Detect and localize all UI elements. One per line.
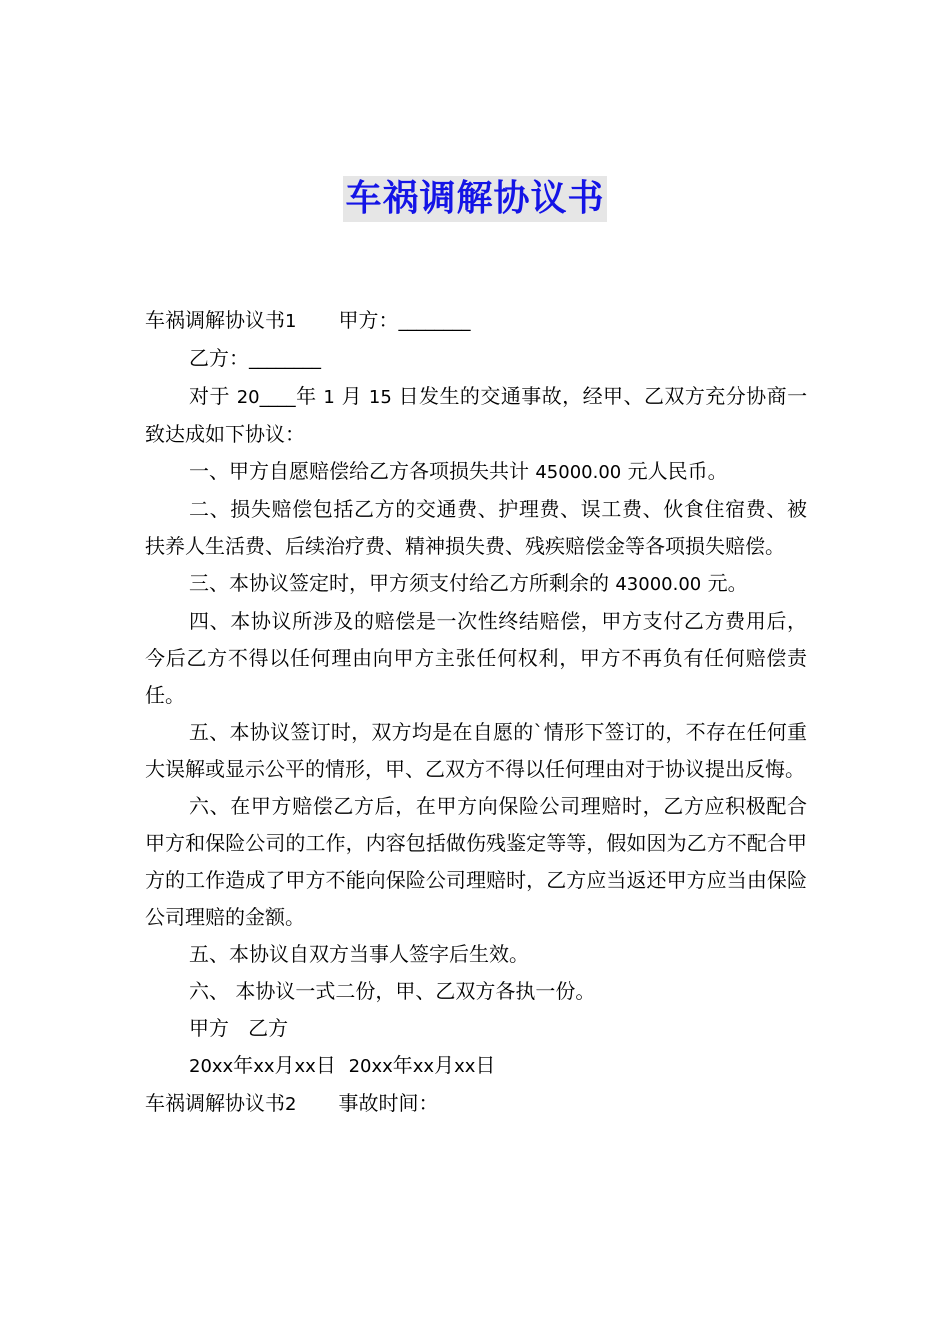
clause-5: 五、本协议签订时，双方均是在自愿的`情形下签订的，不存在任何重大误解或显示公平的情形，甲、乙双方不得以任何理由对于协议提出反悔。 <box>145 720 807 781</box>
clause-8: 六、 本协议一式二份，甲、乙双方各执一份。 <box>189 979 596 1003</box>
clause-3: 三、本协议签定时，甲方须支付给乙方所剩余的 43000.00 元。 <box>189 571 748 595</box>
signature-parties: 甲方 乙方 <box>189 1016 289 1040</box>
title-text: 车祸调解协议书 <box>343 176 606 222</box>
document-body <box>145 302 807 1123</box>
clause-2: 二、损失赔偿包括乙方的交通费、护理费、误工费、伙食住宿费、被扶养人生活费、后续治疗费、精神损失费、残疾赔偿金等各项损失赔偿。 <box>145 497 807 558</box>
clause-7: 五、本协议自双方当事人签字后生效。 <box>189 942 529 966</box>
agreement-heading-1: 车祸调解协议书1 甲方：________ <box>145 308 471 332</box>
clause-6: 六、在甲方赔偿乙方后，在甲方向保险公司理赔时，乙方应积极配合甲方和保险公司的工作，内容包括做伤残鉴定等等，假如因为乙方不配合甲方的工作造成了甲方不能向保险公司理赔时，乙方应当返还甲方应当由保险公司理赔的金额。 <box>145 794 807 929</box>
clause-1: 一、甲方自愿赔偿给乙方各项损失共计 45000.00 元人民币。 <box>189 459 728 483</box>
clause-4: 四、本协议所涉及的赔偿是一次性终结赔偿，甲方支付乙方费用后，今后乙方不得以任何理由向甲方主张任何权利，甲方不再负有任何赔偿责任。 <box>145 609 807 707</box>
intro-paragraph: 对于 20____年 1 月 15 日发生的交通事故，经甲、乙双方充分协商一致达成如下协议： <box>145 384 808 446</box>
document-title <box>0 176 950 222</box>
agreement-heading-2: 车祸调解协议书2 事故时间： <box>145 1091 439 1115</box>
party-b-line: 乙方：________ <box>189 346 321 370</box>
signature-dates: 20xx年xx月xx日 20xx年xx月xx日 <box>189 1053 496 1077</box>
